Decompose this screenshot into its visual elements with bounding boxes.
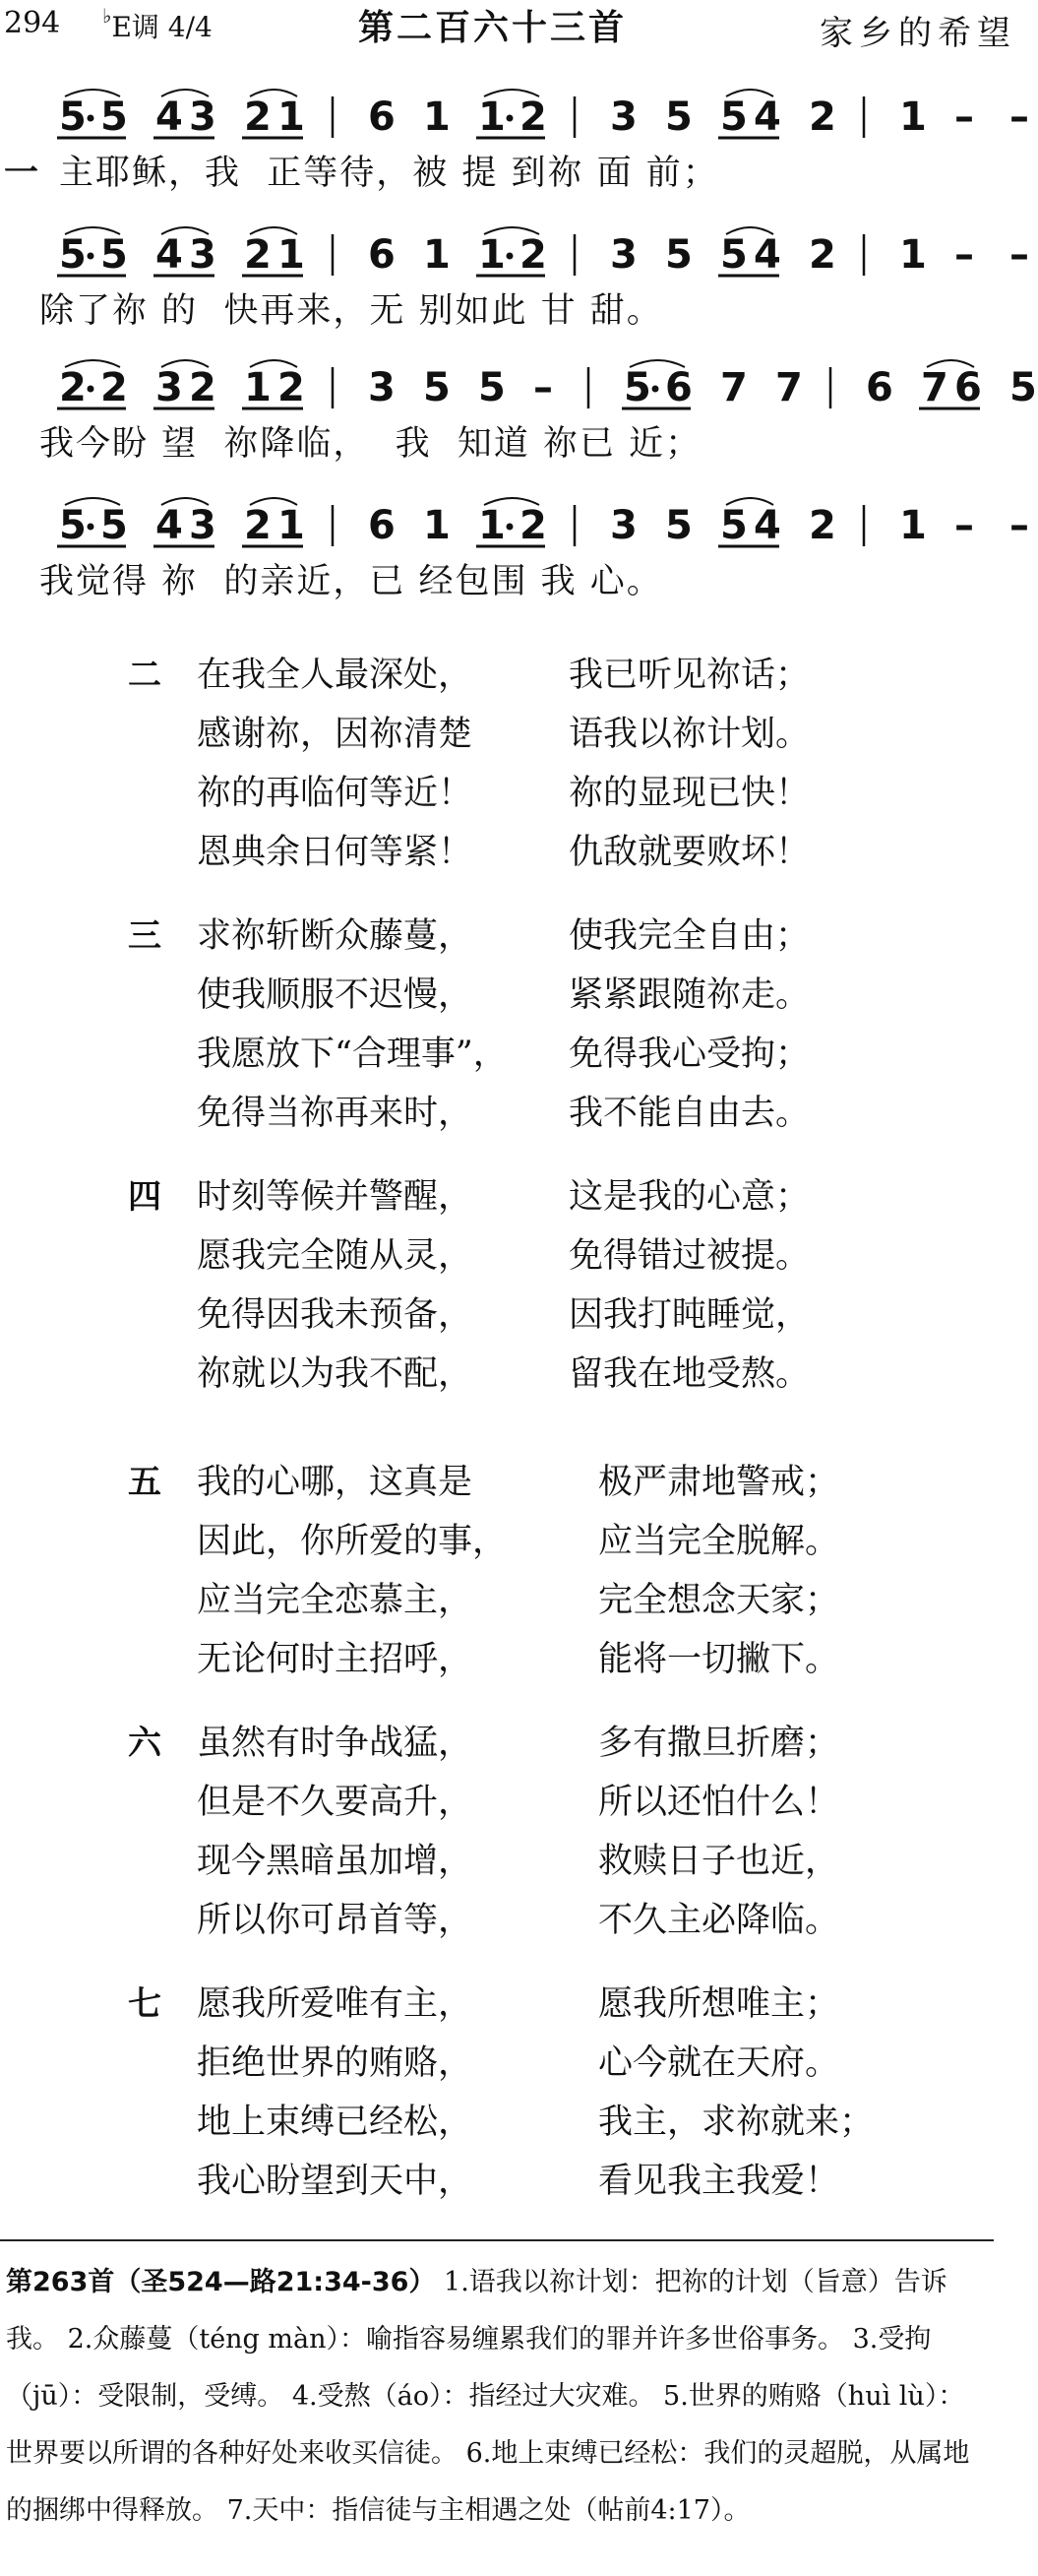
verse-line-right: 留我在地受熬。 bbox=[569, 1354, 811, 1394]
note: 5 bbox=[665, 232, 693, 278]
notation-svg bbox=[0, 497, 1038, 556]
verse-line-left: 拒绝世界的贿赂， bbox=[197, 2043, 473, 2083]
note: 3 bbox=[155, 365, 183, 410]
verse-line-right: 免得错过被提。 bbox=[569, 1236, 811, 1276]
lyric-line: 主耶稣，我 正等待，被 提 到祢 面 前； bbox=[59, 154, 719, 193]
lyric-line: 除了祢 的 快再来，无 别如此 甘 甜。 bbox=[39, 291, 663, 331]
verse-line-left: 感谢祢，因祢清楚 bbox=[197, 715, 473, 754]
note: 2 bbox=[809, 232, 836, 278]
note: 2 bbox=[59, 365, 87, 410]
verse-line-right: 能将一切撇下。 bbox=[598, 1640, 840, 1679]
verse-line-left: 虽然有时争战猛， bbox=[197, 1724, 473, 1763]
note: 1 bbox=[899, 503, 927, 548]
note: 1 bbox=[899, 94, 927, 140]
note: 2 bbox=[244, 94, 272, 140]
note: – bbox=[954, 503, 974, 548]
dot-mark bbox=[88, 115, 94, 122]
verse-line-left: 愿我完全随从灵， bbox=[197, 1236, 473, 1276]
hymn-subtitle: 家乡的希望 bbox=[820, 14, 1016, 53]
verse-line-left: 地上束缚已经松， bbox=[197, 2103, 473, 2142]
verse-number: 七 bbox=[128, 1984, 161, 2024]
note: 1 bbox=[478, 94, 506, 140]
note: 5 bbox=[100, 503, 128, 548]
note: 1 bbox=[899, 232, 927, 278]
verse-line-left: 在我全人最深处， bbox=[197, 656, 473, 695]
note: 5 bbox=[1009, 365, 1037, 410]
verse-line-left: 但是不久要高升， bbox=[197, 1783, 473, 1822]
footnote-text: 1.语我以祢计划：把祢的计划（旨意）告诉我。 2.众藤蔓（téng màn）：喻指容易缠累我们的罪并许多世俗事务。 3.受拘（jū）：受限制，受缚。 4.受熬（áo）：指经过大灾难。 5.世界的贿赂（huì lù）：世界要以所谓的各种好处来收买信徒。 6.地上束缚已经松：我们的灵超脱，从属地的捆绑中得释放。 7.天中：指信徒与主相遇之处（帖前4:17）。 bbox=[6, 2267, 970, 2526]
verse-line-right: 极严肃地警戒； bbox=[598, 1463, 840, 1502]
notation-svg bbox=[0, 359, 1038, 418]
note: 1 bbox=[423, 232, 451, 278]
flat-sign: ♭ bbox=[102, 3, 112, 28]
note: 5 bbox=[720, 94, 748, 140]
note: 6 bbox=[866, 365, 893, 410]
verse-line-right: 祢的显现已快！ bbox=[569, 774, 811, 813]
verse-line-right: 不久主必降临。 bbox=[598, 1901, 840, 1940]
verse-line-left: 我的心哪，这真是 bbox=[197, 1463, 473, 1502]
note: 3 bbox=[189, 232, 216, 278]
note: 6 bbox=[368, 232, 396, 278]
note: 2 bbox=[100, 365, 128, 410]
verse-number: 六 bbox=[128, 1724, 161, 1763]
note: 2 bbox=[519, 503, 547, 548]
note: 6 bbox=[665, 365, 693, 410]
dot-mark bbox=[507, 253, 514, 260]
footnote-ref: 第263首（圣524—路21:34-36） bbox=[6, 2267, 436, 2297]
note: 2 bbox=[244, 503, 272, 548]
verse-one-marker: 一 bbox=[4, 153, 39, 193]
verse-line-left: 免得因我未预备， bbox=[197, 1295, 473, 1335]
verse-line-left: 无论何时主招呼， bbox=[197, 1640, 473, 1679]
note: 5 bbox=[59, 503, 87, 548]
notation-row bbox=[0, 359, 1038, 418]
note: 3 bbox=[189, 94, 216, 140]
note: 5 bbox=[720, 503, 748, 548]
note: 1 bbox=[277, 94, 305, 140]
verse-line-right: 心今就在天府。 bbox=[598, 2043, 840, 2083]
note: 5 bbox=[59, 232, 87, 278]
verse-line-left: 时刻等候并警醒， bbox=[197, 1177, 473, 1217]
verse-line-left: 我心盼望到天中， bbox=[197, 2162, 473, 2201]
verse-line-right: 语我以祢计划。 bbox=[569, 715, 811, 754]
footnote bbox=[6, 2254, 990, 2540]
notation-svg bbox=[0, 89, 1038, 148]
verse-line-right: 看见我主我爱！ bbox=[598, 2162, 840, 2201]
verse-line-right: 免得我心受拘； bbox=[569, 1035, 811, 1074]
note: 3 bbox=[189, 503, 216, 548]
notation-row bbox=[0, 226, 1038, 285]
verse-line-right: 完全想念天家； bbox=[598, 1581, 840, 1620]
verse-line-right: 仇敌就要败坏！ bbox=[569, 833, 811, 872]
note: 5 bbox=[624, 365, 651, 410]
verse-number: 五 bbox=[128, 1463, 161, 1502]
note: 6 bbox=[954, 365, 982, 410]
note: – bbox=[1009, 94, 1029, 140]
lyric-line: 我今盼 望 祢降临， 我 知道 祢已 近； bbox=[39, 424, 702, 464]
verse-line-left: 应当完全恋慕主， bbox=[197, 1581, 473, 1620]
note: 1 bbox=[244, 365, 272, 410]
verse-line-right: 我主，求祢就来； bbox=[598, 2103, 875, 2142]
page-number: 294 bbox=[4, 6, 61, 40]
verse-number: 四 bbox=[128, 1177, 161, 1217]
notation-row bbox=[0, 497, 1038, 556]
verse-number: 二 bbox=[128, 656, 161, 695]
verse-line-right: 我不能自由去。 bbox=[569, 1094, 811, 1133]
verse-line-left: 现今黑暗虽加增， bbox=[197, 1842, 473, 1881]
note: – bbox=[533, 365, 553, 410]
note: 2 bbox=[189, 365, 216, 410]
note: – bbox=[954, 232, 974, 278]
note: 4 bbox=[754, 503, 781, 548]
page-header bbox=[0, 0, 1038, 59]
note: 5 bbox=[720, 232, 748, 278]
verse-line-right: 这是我的心意； bbox=[569, 1177, 811, 1217]
footnote-divider bbox=[0, 2239, 994, 2241]
note: 1 bbox=[423, 503, 451, 548]
verse-line-right: 我已听见祢话； bbox=[569, 656, 811, 695]
note: 1 bbox=[277, 503, 305, 548]
note: 5 bbox=[665, 503, 693, 548]
note: 3 bbox=[368, 365, 396, 410]
note: 5 bbox=[665, 94, 693, 140]
note: 2 bbox=[519, 232, 547, 278]
note: – bbox=[1009, 503, 1029, 548]
note: 1 bbox=[423, 94, 451, 140]
note: 1 bbox=[277, 232, 305, 278]
notation-row bbox=[0, 89, 1038, 148]
dot-mark bbox=[88, 386, 94, 393]
dot-mark bbox=[507, 115, 514, 122]
note: 4 bbox=[155, 232, 183, 278]
note: 2 bbox=[244, 232, 272, 278]
lyric-line: 我觉得 祢 的亲近，已 经包围 我 心。 bbox=[39, 562, 663, 601]
verse-line-right: 应当完全脱解。 bbox=[598, 1522, 840, 1561]
verse-line-right: 愿我所想唯主； bbox=[598, 1984, 840, 2024]
verse-line-left: 因此，你所爱的事， bbox=[197, 1522, 508, 1561]
dot-mark bbox=[652, 386, 659, 393]
verse-line-right: 紧紧跟随祢走。 bbox=[569, 975, 811, 1015]
note: 5 bbox=[100, 94, 128, 140]
verse-line-right: 所以还怕什么！ bbox=[598, 1783, 840, 1822]
verse-line-left: 祢就以为我不配， bbox=[197, 1354, 473, 1394]
verse-line-left: 恩典余日何等紧！ bbox=[197, 833, 473, 872]
note: 4 bbox=[155, 503, 183, 548]
verse-line-left: 祢的再临何等近！ bbox=[197, 774, 473, 813]
verse-line-right: 救赎日子也近， bbox=[598, 1842, 840, 1881]
note: 2 bbox=[809, 503, 836, 548]
note: 4 bbox=[155, 94, 183, 140]
verse-line-right: 因我打盹睡觉， bbox=[569, 1295, 811, 1335]
note: – bbox=[1009, 232, 1029, 278]
note: 6 bbox=[368, 94, 396, 140]
verse-line-left: 所以你可昂首等， bbox=[197, 1901, 473, 1940]
note: 3 bbox=[610, 232, 638, 278]
note: 4 bbox=[754, 94, 781, 140]
hymn-title: 第二百六十三首 bbox=[358, 7, 628, 48]
note: 7 bbox=[720, 365, 748, 410]
verse-number: 三 bbox=[128, 916, 161, 956]
note: 4 bbox=[754, 232, 781, 278]
verse-line-left: 愿我所爱唯有主， bbox=[197, 1984, 473, 2024]
dot-mark bbox=[88, 253, 94, 260]
note: 5 bbox=[423, 365, 451, 410]
note: 2 bbox=[277, 365, 305, 410]
key-and-time: E调 4/4 bbox=[111, 11, 213, 43]
verse-line-left: 我愿放下“合理事”， bbox=[197, 1035, 508, 1074]
note: 2 bbox=[519, 94, 547, 140]
note: 1 bbox=[478, 503, 506, 548]
note: 7 bbox=[775, 365, 803, 410]
verse-line-left: 求祢斩断众藤蔓， bbox=[197, 916, 473, 956]
verse-line-left: 使我顺服不迟慢， bbox=[197, 975, 473, 1015]
verse-line-left: 免得当祢再来时， bbox=[197, 1094, 473, 1133]
dot-mark bbox=[507, 524, 514, 531]
note: 5 bbox=[478, 365, 506, 410]
note: 5 bbox=[59, 94, 87, 140]
note: 6 bbox=[368, 503, 396, 548]
note: 5 bbox=[100, 232, 128, 278]
note: – bbox=[954, 94, 974, 140]
note: 7 bbox=[921, 365, 948, 410]
note: 3 bbox=[610, 503, 638, 548]
notation-svg bbox=[0, 226, 1038, 285]
key-signature bbox=[102, 3, 213, 45]
note: 2 bbox=[809, 94, 836, 140]
note: 1 bbox=[478, 232, 506, 278]
note: 3 bbox=[610, 94, 638, 140]
verse-line-right: 使我完全自由； bbox=[569, 916, 811, 956]
verse-line-right: 多有撒旦折磨； bbox=[598, 1724, 840, 1763]
dot-mark bbox=[88, 524, 94, 531]
